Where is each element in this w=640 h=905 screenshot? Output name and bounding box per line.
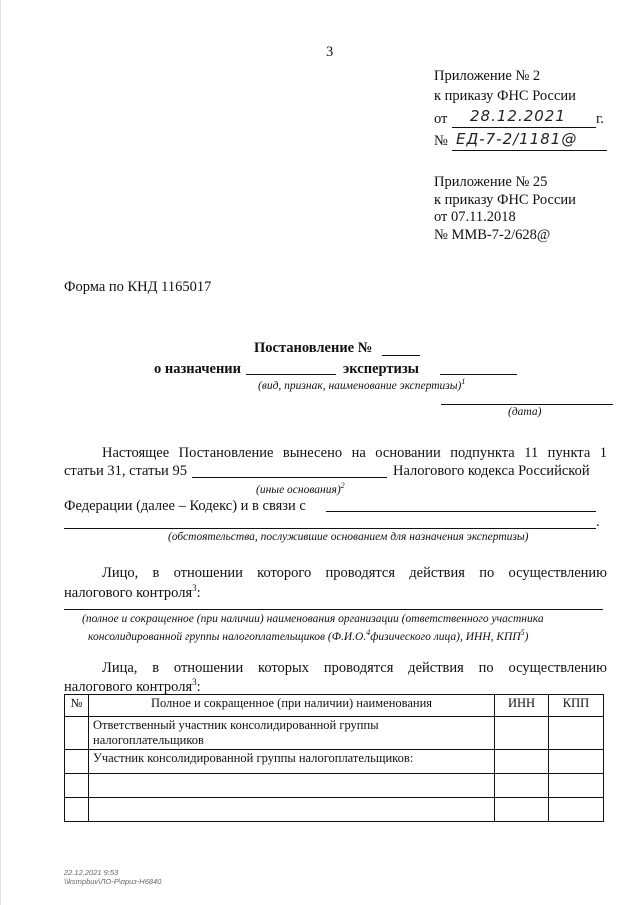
para1-circumstances-line1 [326, 511, 596, 512]
table-header-name: Полное и сокращенное (при наличии) наименования [89, 695, 495, 717]
table-row [65, 717, 604, 750]
para1-line2-start: статьи 31, статьи 95 [64, 463, 187, 479]
footer-print-info [64, 868, 161, 886]
para1-line3: Федерации (далее – Кодекс) и в связи с [64, 498, 306, 514]
appendix-new-line1: Приложение № 2 [434, 68, 541, 84]
appendix-new-number-prefix: № [434, 133, 448, 149]
appendix-old-line4: № ММВ-7-2/628@ [434, 227, 551, 243]
table-cell-name [89, 774, 495, 798]
appendix-new-date-line [452, 127, 596, 128]
appendix-new-date-handwritten: 28.12.2021 [470, 107, 566, 125]
para2-person-line [64, 609, 603, 610]
para1-caption2: (обстоятельства, послужившие основанием для назначения экспертизы) [168, 531, 529, 543]
table-header-inn: ИНН [495, 695, 549, 717]
para1-circumstances-line2 [64, 528, 596, 529]
appendix-new-number-line [452, 150, 607, 151]
heading-number-line [382, 355, 420, 356]
heading-name-line [440, 374, 517, 375]
page-number: 3 [326, 44, 334, 60]
appendix-new-date-prefix: от [434, 111, 448, 127]
persons-table [64, 694, 604, 822]
heading-title: Постановление № [254, 340, 373, 356]
table-cell-inn [495, 774, 549, 798]
date-line [441, 404, 613, 405]
table-cell-number [65, 717, 89, 750]
appendix-new-number-handwritten: ЕД-7-2/1181@ [456, 130, 578, 148]
table-cell-name: Ответственный участник консолидированной группы налогоплательщиков [89, 717, 495, 750]
para1-line1: Настоящее Постановление вынесено на основании подпункта 11 пункта 1 [102, 445, 607, 461]
para2-line1: Лицо, в отношении которого проводятся действия по осуществлению [102, 565, 607, 581]
table-cell-kpp [549, 774, 604, 798]
table-row [65, 774, 604, 798]
para1-caption: (иные основания)$^2$ [256, 481, 345, 496]
appendix-old-line1: Приложение № 25 [434, 174, 548, 190]
para2-caption-line1: (полное и сокращенное (при наличии) наименования организации (ответственного участника [82, 613, 544, 625]
para2-caption-line2: консолидированной группы налогоплательщиков (Ф.И.О.$^4$физического лица), ИНН, КПП$^5$) [88, 628, 529, 643]
table-cell-name [89, 798, 495, 822]
date-caption: (дата) [508, 406, 542, 418]
table-row [65, 750, 604, 774]
para2-line2: налогового контроля$^3$: [64, 583, 201, 601]
appendix-old-line2: к приказу ФНС России [434, 192, 576, 208]
form-code: Форма по КНД 1165017 [64, 279, 212, 295]
para1-line4-end: . [596, 514, 600, 530]
para3-line2: налогового контроля$^3$: [64, 677, 201, 695]
table-header-row [65, 695, 604, 717]
footer-line1: 22.12.2021 9:53 [64, 868, 119, 877]
table-header-number: № [65, 695, 89, 717]
table-cell-number [65, 774, 89, 798]
table-cell-inn [495, 798, 549, 822]
para3-line1: Лица, в отношении которых проводятся действия по осуществлению [102, 660, 607, 676]
table-row [65, 798, 604, 822]
table-header-kpp: КПП [549, 695, 604, 717]
table-cell-kpp [549, 750, 604, 774]
para1-line2-end: Налогового кодекса Российской [393, 463, 590, 479]
table-cell-number [65, 750, 89, 774]
heading-sub-right: экспертизы [343, 361, 419, 377]
footer-line2: \\ksmpbuv\ЛО-P\приз-Н6840 [64, 877, 162, 886]
heading-sub-left: о назначении [154, 361, 242, 377]
table-cell-inn [495, 750, 549, 774]
table-cell-kpp [549, 798, 604, 822]
appendix-old-line3: от 07.11.2018 [434, 209, 516, 225]
table-cell-number [65, 798, 89, 822]
heading-caption: (вид, признак, наименование экспертизы)$^1$ [258, 377, 466, 392]
table-cell-inn [495, 717, 549, 750]
appendix-new-line2: к приказу ФНС России [434, 88, 576, 104]
para1-other-basis-line [192, 477, 387, 478]
table-cell-kpp [549, 717, 604, 750]
appendix-new-date-suffix: г. [596, 111, 604, 127]
table-cell-name: Участник консолидированной группы налогоплательщиков: [89, 750, 495, 774]
heading-type-line [246, 374, 336, 375]
